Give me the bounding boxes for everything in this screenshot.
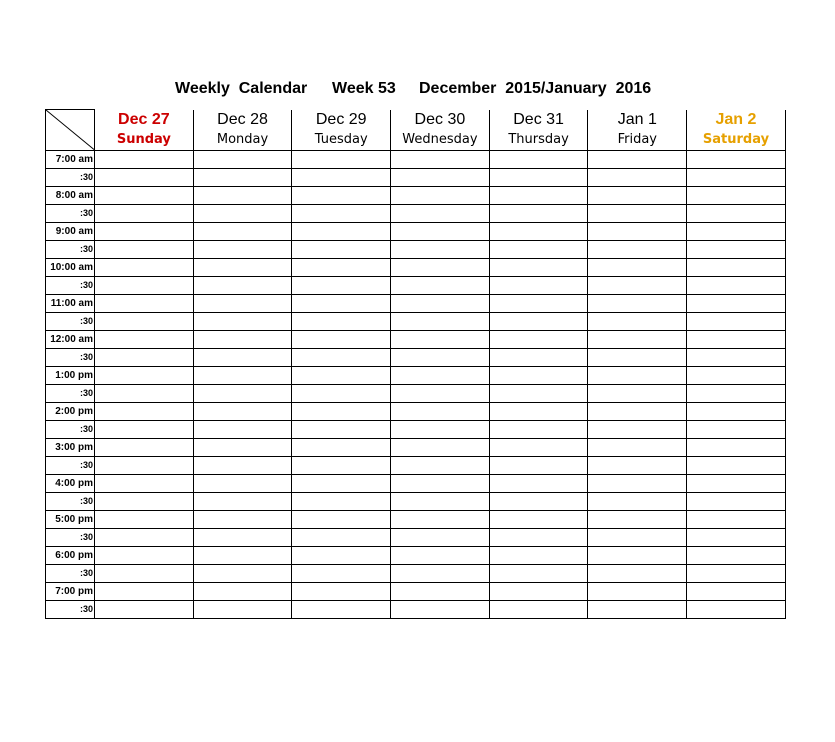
calendar-slot-cell[interactable]	[588, 600, 687, 618]
calendar-slot-cell[interactable]	[292, 204, 391, 222]
calendar-slot-cell[interactable]	[391, 384, 490, 402]
time-slot-row	[46, 546, 786, 564]
calendar-slot-cell[interactable]	[292, 168, 391, 186]
calendar-slot-cell[interactable]	[193, 366, 292, 384]
day-date-2: Dec 29	[292, 110, 391, 130]
calendar-slot-cell[interactable]	[489, 240, 588, 258]
calendar-slot-cell[interactable]	[687, 240, 786, 258]
calendar-slot-cell[interactable]	[687, 546, 786, 564]
calendar-slot-cell[interactable]	[687, 204, 786, 222]
time-label: :30	[46, 528, 95, 546]
calendar-slot-cell[interactable]	[193, 312, 292, 330]
day-weekday-4: Thursday	[489, 130, 588, 151]
time-slot-row	[46, 168, 786, 186]
calendar-slot-cell[interactable]	[588, 294, 687, 312]
day-date-4: Dec 31	[489, 110, 588, 130]
calendar-slot-cell[interactable]	[292, 402, 391, 420]
calendar-slot-cell[interactable]	[95, 348, 194, 366]
time-label: :30	[46, 492, 95, 510]
diagonal-line	[46, 110, 94, 150]
calendar-slot-cell[interactable]	[687, 456, 786, 474]
time-label: 2:00 pm	[46, 402, 95, 420]
calendar-slot-cell[interactable]	[193, 150, 292, 168]
calendar-slot-cell[interactable]	[95, 456, 194, 474]
calendar-slot-cell[interactable]	[391, 582, 490, 600]
calendar-slot-cell[interactable]	[95, 258, 194, 276]
calendar-slot-cell[interactable]	[489, 420, 588, 438]
calendar-slot-cell[interactable]	[193, 168, 292, 186]
calendar-slot-cell[interactable]	[391, 294, 490, 312]
calendar-slot-cell[interactable]	[391, 600, 490, 618]
calendar-slot-cell[interactable]	[588, 240, 687, 258]
calendar-slot-cell[interactable]	[588, 546, 687, 564]
calendar-slot-cell[interactable]	[292, 492, 391, 510]
calendar-slot-cell[interactable]	[193, 438, 292, 456]
time-label: :30	[46, 240, 95, 258]
time-label: 7:00 am	[46, 150, 95, 168]
calendar-slot-cell[interactable]	[193, 258, 292, 276]
time-slot-row	[46, 204, 786, 222]
calendar-slot-cell[interactable]	[193, 492, 292, 510]
calendar-slot-cell[interactable]	[489, 150, 588, 168]
calendar-slot-cell[interactable]	[687, 420, 786, 438]
time-label: :30	[46, 456, 95, 474]
calendar-slot-cell[interactable]	[391, 510, 490, 528]
calendar-slot-cell[interactable]	[391, 330, 490, 348]
calendar-slot-cell[interactable]	[193, 330, 292, 348]
calendar-slot-cell[interactable]	[687, 384, 786, 402]
time-slot-row	[46, 456, 786, 474]
calendar-slot-cell[interactable]	[391, 420, 490, 438]
calendar-slot-cell[interactable]	[95, 510, 194, 528]
time-slot-row	[46, 564, 786, 582]
calendar-slot-cell[interactable]	[489, 384, 588, 402]
calendar-slot-cell[interactable]	[588, 492, 687, 510]
day-weekday-3: Wednesday	[391, 130, 490, 151]
calendar-slot-cell[interactable]	[95, 186, 194, 204]
title-range: December 2015/January 2016	[419, 80, 652, 97]
time-label: 9:00 am	[46, 222, 95, 240]
day-weekday-6: Saturday	[687, 130, 786, 151]
calendar-slot-cell[interactable]	[292, 258, 391, 276]
calendar-slot-cell[interactable]	[588, 204, 687, 222]
time-slot-row	[46, 600, 786, 618]
time-slot-row	[46, 240, 786, 258]
calendar-slot-cell[interactable]	[95, 168, 194, 186]
time-slot-row	[46, 258, 786, 276]
time-slot-row	[46, 312, 786, 330]
calendar-slot-cell[interactable]	[588, 168, 687, 186]
calendar-slot-cell[interactable]	[95, 240, 194, 258]
calendar-slot-cell[interactable]	[588, 186, 687, 204]
calendar-slot-cell[interactable]	[489, 528, 588, 546]
calendar-slot-cell[interactable]	[391, 150, 490, 168]
time-slot-row	[46, 348, 786, 366]
calendar-slot-cell[interactable]	[489, 330, 588, 348]
calendar-slot-cell[interactable]	[193, 240, 292, 258]
weekday-header-row	[46, 130, 786, 151]
calendar-slot-cell[interactable]	[193, 348, 292, 366]
time-label: 3:00 pm	[46, 438, 95, 456]
calendar-slot-cell[interactable]	[193, 564, 292, 582]
day-weekday-5: Friday	[588, 130, 687, 151]
day-weekday-1: Monday	[193, 130, 292, 151]
calendar-slot-cell[interactable]	[489, 258, 588, 276]
calendar-slot-cell[interactable]	[292, 366, 391, 384]
time-slot-row	[46, 528, 786, 546]
calendar-slot-cell[interactable]	[391, 240, 490, 258]
calendar-slot-cell[interactable]	[588, 402, 687, 420]
calendar-slot-cell[interactable]	[687, 168, 786, 186]
calendar-slot-cell[interactable]	[193, 204, 292, 222]
calendar-slot-cell[interactable]	[292, 582, 391, 600]
calendar-slot-cell[interactable]	[193, 600, 292, 618]
day-date-6: Jan 2	[687, 110, 786, 130]
calendar-slot-cell[interactable]	[95, 600, 194, 618]
calendar-slot-cell[interactable]	[95, 276, 194, 294]
calendar-slot-cell[interactable]	[489, 168, 588, 186]
calendar-slot-cell[interactable]	[489, 546, 588, 564]
time-label: :30	[46, 204, 95, 222]
calendar-slot-cell[interactable]	[193, 528, 292, 546]
calendar-slot-cell[interactable]	[292, 420, 391, 438]
calendar-slot-cell[interactable]	[391, 564, 490, 582]
title-week: Week 53	[332, 80, 396, 97]
calendar-slot-cell[interactable]	[588, 258, 687, 276]
time-label: :30	[46, 600, 95, 618]
calendar-slot-cell[interactable]	[687, 402, 786, 420]
time-label: 4:00 pm	[46, 474, 95, 492]
calendar-slot-cell[interactable]	[687, 474, 786, 492]
calendar-slot-cell[interactable]	[292, 564, 391, 582]
calendar-slot-cell[interactable]	[292, 438, 391, 456]
calendar-slot-cell[interactable]	[193, 474, 292, 492]
calendar-slot-cell[interactable]	[588, 420, 687, 438]
weekly-calendar-grid	[45, 109, 786, 619]
calendar-slot-cell[interactable]	[588, 312, 687, 330]
calendar-slot-cell[interactable]	[95, 330, 194, 348]
calendar-slot-cell[interactable]	[588, 474, 687, 492]
calendar-slot-cell[interactable]	[292, 240, 391, 258]
calendar-slot-cell[interactable]	[95, 366, 194, 384]
calendar-slot-cell[interactable]	[391, 492, 490, 510]
calendar-slot-cell[interactable]	[391, 366, 490, 384]
calendar-slot-cell[interactable]	[489, 276, 588, 294]
calendar-slot-cell[interactable]	[687, 258, 786, 276]
title-main: Weekly Calendar	[175, 80, 308, 97]
calendar-slot-cell[interactable]	[588, 456, 687, 474]
calendar-slot-cell[interactable]	[95, 294, 194, 312]
calendar-slot-cell[interactable]	[292, 600, 391, 618]
calendar-slot-cell[interactable]	[489, 582, 588, 600]
calendar-slot-cell[interactable]	[687, 564, 786, 582]
calendar-slot-cell[interactable]	[489, 366, 588, 384]
calendar-slot-cell[interactable]	[193, 186, 292, 204]
calendar-slot-cell[interactable]	[292, 312, 391, 330]
calendar-slot-cell[interactable]	[687, 600, 786, 618]
calendar-slot-cell[interactable]	[588, 222, 687, 240]
time-label: :30	[46, 420, 95, 438]
calendar-slot-cell[interactable]	[193, 222, 292, 240]
calendar-slot-cell[interactable]	[292, 510, 391, 528]
calendar-slot-cell[interactable]	[95, 204, 194, 222]
time-slot-row	[46, 150, 786, 168]
time-slot-row	[46, 492, 786, 510]
calendar-slot-cell[interactable]	[391, 222, 490, 240]
calendar-slot-cell[interactable]	[588, 150, 687, 168]
time-slot-row	[46, 438, 786, 456]
calendar-slot-cell[interactable]	[95, 492, 194, 510]
calendar-slot-cell[interactable]	[292, 150, 391, 168]
calendar-slot-cell[interactable]	[588, 276, 687, 294]
corner-cell	[46, 110, 95, 151]
calendar-slot-cell[interactable]	[391, 276, 490, 294]
calendar-slot-cell[interactable]	[292, 276, 391, 294]
time-slot-row	[46, 582, 786, 600]
calendar-slot-cell[interactable]	[95, 564, 194, 582]
calendar-slot-cell[interactable]	[687, 510, 786, 528]
time-label: :30	[46, 168, 95, 186]
calendar-slot-cell[interactable]	[489, 456, 588, 474]
calendar-slot-cell[interactable]	[489, 312, 588, 330]
calendar-slot-cell[interactable]	[687, 492, 786, 510]
calendar-slot-cell[interactable]	[687, 330, 786, 348]
day-date-3: Dec 30	[391, 110, 490, 130]
day-date-0: Dec 27	[95, 110, 194, 130]
calendar-slot-cell[interactable]	[391, 402, 490, 420]
calendar-slot-cell[interactable]	[95, 402, 194, 420]
calendar-slot-cell[interactable]	[687, 438, 786, 456]
calendar-slot-cell[interactable]	[687, 276, 786, 294]
calendar-slot-cell[interactable]	[95, 546, 194, 564]
calendar-slot-cell[interactable]	[292, 546, 391, 564]
calendar-slot-cell[interactable]	[588, 528, 687, 546]
calendar-slot-cell[interactable]	[588, 582, 687, 600]
day-weekday-2: Tuesday	[292, 130, 391, 151]
calendar-slot-cell[interactable]	[489, 222, 588, 240]
calendar-slot-cell[interactable]	[489, 492, 588, 510]
calendar-slot-cell[interactable]	[391, 204, 490, 222]
calendar-slot-cell[interactable]	[95, 528, 194, 546]
time-label: :30	[46, 276, 95, 294]
calendar-slot-cell[interactable]	[95, 474, 194, 492]
calendar-slot-cell[interactable]	[687, 366, 786, 384]
calendar-slot-cell[interactable]	[292, 528, 391, 546]
calendar-slot-cell[interactable]	[391, 438, 490, 456]
calendar-slot-cell[interactable]	[391, 258, 490, 276]
calendar-slot-cell[interactable]	[588, 330, 687, 348]
calendar-slot-cell[interactable]	[95, 582, 194, 600]
time-label: 10:00 am	[46, 258, 95, 276]
calendar-slot-cell[interactable]	[588, 438, 687, 456]
calendar-slot-cell[interactable]	[687, 582, 786, 600]
calendar-slot-cell[interactable]	[588, 348, 687, 366]
calendar-slot-cell[interactable]	[687, 222, 786, 240]
calendar-slot-cell[interactable]	[95, 438, 194, 456]
calendar-slot-cell[interactable]	[292, 294, 391, 312]
time-label: 11:00 am	[46, 294, 95, 312]
calendar-slot-cell[interactable]	[292, 330, 391, 348]
calendar-slot-cell[interactable]	[292, 186, 391, 204]
time-slot-row	[46, 474, 786, 492]
calendar-slot-cell[interactable]	[292, 348, 391, 366]
day-date-1: Dec 28	[193, 110, 292, 130]
time-label: :30	[46, 348, 95, 366]
calendar-slot-cell[interactable]	[193, 384, 292, 402]
time-label: 1:00 pm	[46, 366, 95, 384]
calendar-slot-cell[interactable]	[489, 474, 588, 492]
calendar-slot-cell[interactable]	[193, 456, 292, 474]
calendar-slot-cell[interactable]	[489, 348, 588, 366]
calendar-slot-cell[interactable]	[391, 186, 490, 204]
calendar-slot-cell[interactable]	[95, 420, 194, 438]
calendar-slot-cell[interactable]	[489, 438, 588, 456]
calendar-slot-cell[interactable]	[95, 150, 194, 168]
time-label: 8:00 am	[46, 186, 95, 204]
calendar-slot-cell[interactable]	[489, 564, 588, 582]
time-label: :30	[46, 564, 95, 582]
calendar-slot-cell[interactable]	[391, 312, 490, 330]
calendar-slot-cell[interactable]	[391, 168, 490, 186]
calendar-slot-cell[interactable]	[95, 384, 194, 402]
calendar-slot-cell[interactable]	[687, 528, 786, 546]
calendar-slot-cell[interactable]	[588, 510, 687, 528]
calendar-slot-cell[interactable]	[193, 582, 292, 600]
time-label: :30	[46, 312, 95, 330]
calendar-slot-cell[interactable]	[292, 222, 391, 240]
time-label: 7:00 pm	[46, 582, 95, 600]
calendar-slot-cell[interactable]	[193, 276, 292, 294]
date-header-row	[46, 110, 786, 130]
calendar-slot-cell[interactable]	[391, 456, 490, 474]
time-slot-row	[46, 420, 786, 438]
calendar-slot-cell[interactable]	[292, 384, 391, 402]
time-slot-row	[46, 402, 786, 420]
calendar-title	[0, 80, 835, 102]
time-slot-row	[46, 222, 786, 240]
calendar-slot-cell[interactable]	[489, 402, 588, 420]
day-weekday-0: Sunday	[95, 130, 194, 151]
calendar-slot-cell[interactable]	[588, 384, 687, 402]
calendar-slot-cell[interactable]	[193, 546, 292, 564]
calendar-slot-cell[interactable]	[489, 600, 588, 618]
calendar-slot-cell[interactable]	[292, 456, 391, 474]
time-slot-row	[46, 186, 786, 204]
calendar-slot-cell[interactable]	[391, 348, 490, 366]
time-slot-row	[46, 276, 786, 294]
time-label: 12:00 am	[46, 330, 95, 348]
calendar-slot-cell[interactable]	[391, 546, 490, 564]
time-slot-row	[46, 330, 786, 348]
calendar-slot-cell[interactable]	[391, 474, 490, 492]
calendar-slot-cell[interactable]	[687, 150, 786, 168]
calendar-slot-cell[interactable]	[391, 528, 490, 546]
time-label: :30	[46, 384, 95, 402]
calendar-slot-cell[interactable]	[489, 294, 588, 312]
calendar-slot-cell[interactable]	[687, 186, 786, 204]
calendar-slot-cell[interactable]	[489, 186, 588, 204]
calendar-slot-cell[interactable]	[687, 312, 786, 330]
calendar-slot-cell[interactable]	[489, 204, 588, 222]
calendar-slot-cell[interactable]	[687, 294, 786, 312]
calendar-slot-cell[interactable]	[95, 312, 194, 330]
day-date-5: Jan 1	[588, 110, 687, 130]
calendar-slot-cell[interactable]	[489, 510, 588, 528]
time-label: 6:00 pm	[46, 546, 95, 564]
calendar-slot-cell[interactable]	[588, 564, 687, 582]
calendar-slot-cell[interactable]	[193, 510, 292, 528]
calendar-slot-cell[interactable]	[193, 402, 292, 420]
time-label: 5:00 pm	[46, 510, 95, 528]
calendar-slot-cell[interactable]	[687, 348, 786, 366]
time-slot-row	[46, 294, 786, 312]
time-slot-row	[46, 366, 786, 384]
calendar-slot-cell[interactable]	[193, 294, 292, 312]
time-slot-row	[46, 384, 786, 402]
calendar-slot-cell[interactable]	[95, 222, 194, 240]
calendar-slot-cell[interactable]	[193, 420, 292, 438]
time-slot-row	[46, 510, 786, 528]
calendar-slot-cell[interactable]	[292, 474, 391, 492]
calendar-slot-cell[interactable]	[588, 366, 687, 384]
